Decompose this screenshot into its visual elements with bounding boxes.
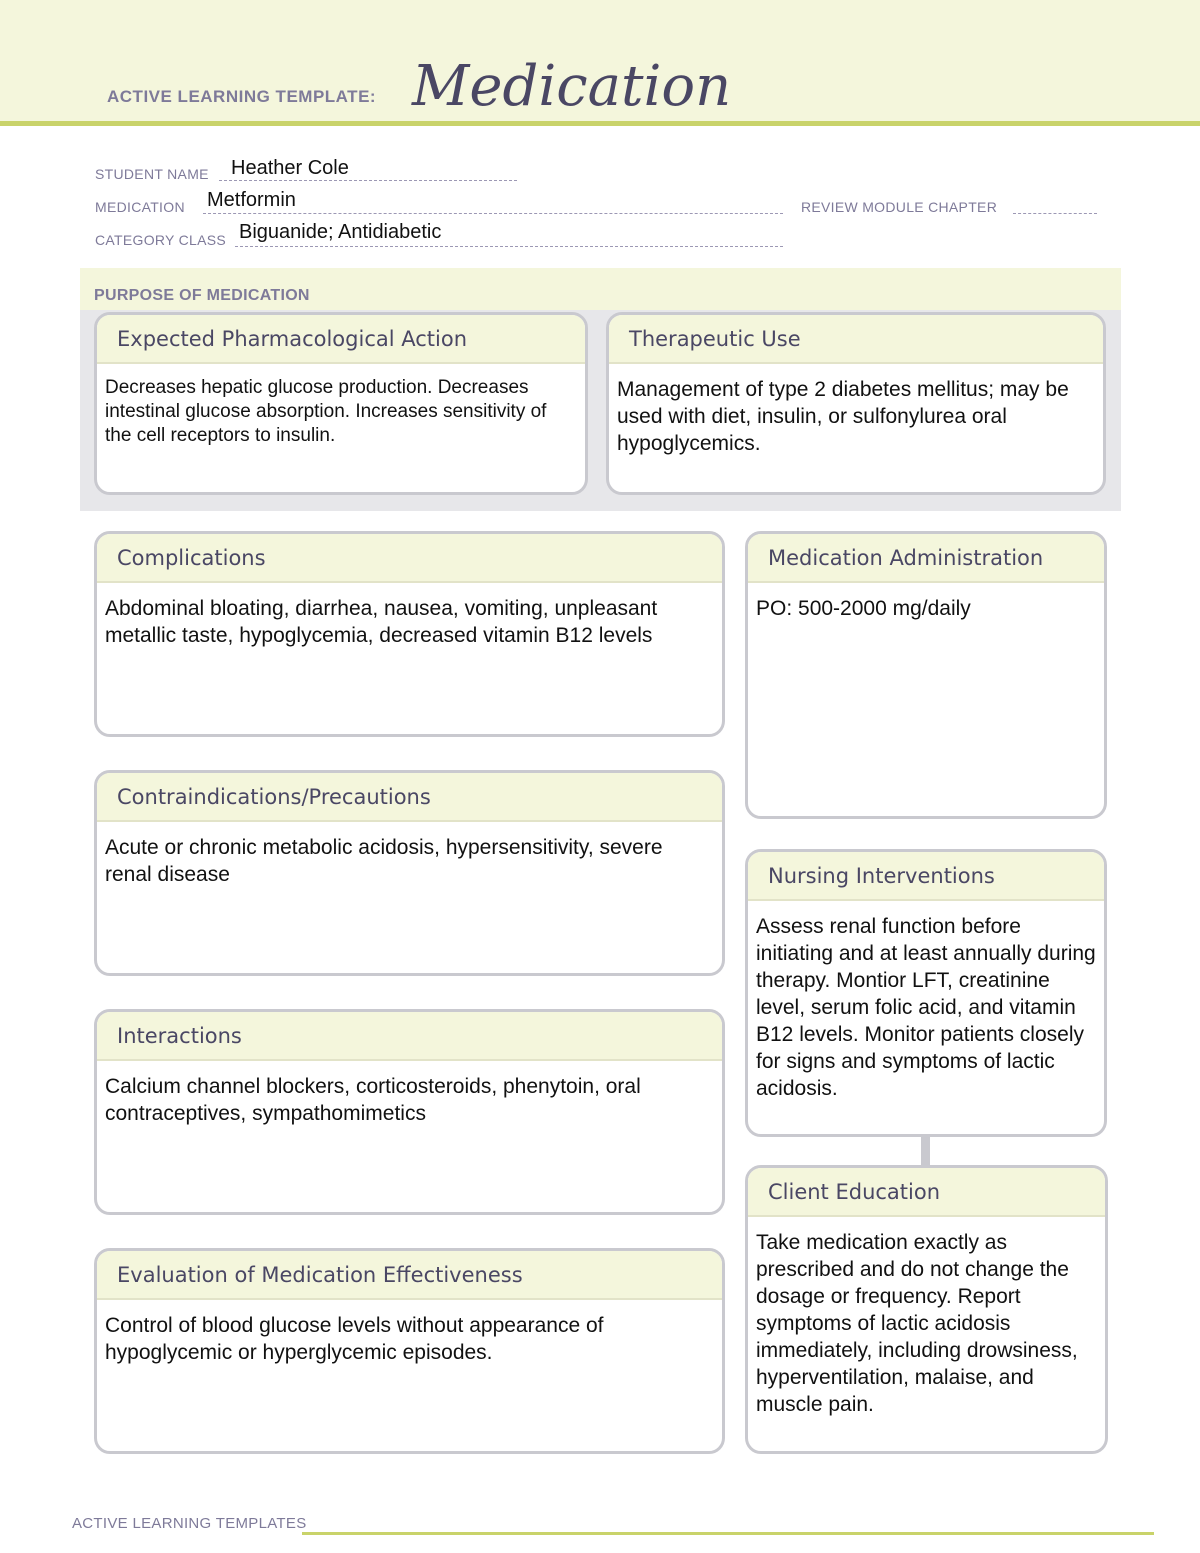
purpose-heading: PURPOSE OF MEDICATION <box>94 287 310 304</box>
evaluation-title: Evaluation of Medication Effectiveness <box>97 1251 722 1300</box>
footer-rule <box>302 1532 1154 1535</box>
category-class-field[interactable]: Biguanide; Antidiabetic <box>239 221 442 243</box>
complications-box <box>94 531 725 737</box>
medication-line <box>203 213 783 214</box>
evaluation-text[interactable]: Control of blood glucose levels without appearance of hypoglycemic or hyperglycemic episodes. <box>105 1314 604 1364</box>
student-name-field[interactable]: Heather Cole <box>231 157 349 179</box>
contraindications-title: Contraindications/Precautions <box>97 773 722 822</box>
client-education-box <box>745 1165 1108 1454</box>
review-module-line <box>1013 213 1097 214</box>
administration-text[interactable]: PO: 500-2000 mg/daily <box>756 597 971 620</box>
interactions-title: Interactions <box>97 1012 722 1061</box>
connector-bar <box>921 1136 930 1166</box>
interactions-box <box>94 1009 725 1215</box>
expected-action-title: Expected Pharmacological Action <box>97 315 585 364</box>
complications-text[interactable]: Abdominal bloating, diarrhea, nausea, vomiting, unpleasant metallic taste, hypoglycemia, decreased vitamin B12 levels <box>105 597 658 647</box>
administration-title: Medication Administration <box>748 534 1104 583</box>
client-education-text[interactable]: Take medication exactly as prescribed and do not change the dosage or frequency. Report symptoms of lactic acidosis immediately, including drowsiness, hyperventilation, malaise, and muscle pain. <box>756 1231 1078 1416</box>
administration-box <box>745 531 1107 819</box>
evaluation-box <box>94 1248 725 1454</box>
student-name-line <box>219 180 517 181</box>
contraindications-text[interactable]: Acute or chronic metabolic acidosis, hypersensitivity, severe renal disease <box>105 836 663 886</box>
client-education-title: Client Education <box>748 1168 1105 1217</box>
nursing-interventions-title: Nursing Interventions <box>748 852 1104 901</box>
interactions-text[interactable]: Calcium channel blockers, corticosteroids, phenytoin, oral contraceptives, sympathomimetics <box>105 1075 641 1125</box>
page-title: Medication <box>412 54 732 119</box>
nursing-interventions-box <box>745 849 1107 1137</box>
medication-field[interactable]: Metformin <box>207 189 296 211</box>
category-class-line <box>235 246 783 247</box>
expected-action-box <box>94 312 588 495</box>
review-module-label: REVIEW MODULE CHAPTER <box>801 199 998 215</box>
student-name-label: STUDENT NAME <box>95 166 209 182</box>
therapeutic-use-box <box>606 312 1106 495</box>
contraindications-box <box>94 770 725 976</box>
template-prefix: ACTIVE LEARNING TEMPLATE: <box>107 87 377 106</box>
therapeutic-use-text[interactable]: Management of type 2 diabetes mellitus; may be used with diet, insulin, or sulfonylurea oral hypoglycemics. <box>617 378 1069 455</box>
footer-label: ACTIVE LEARNING TEMPLATES <box>72 1515 307 1532</box>
medication-label: MEDICATION <box>95 199 185 215</box>
therapeutic-use-title: Therapeutic Use <box>609 315 1103 364</box>
expected-action-text[interactable]: Decreases hepatic glucose production. Decreases intestinal glucose absorption. Increases sensitivity of the cell receptors to insulin. <box>105 377 547 446</box>
header-rule <box>0 121 1200 126</box>
complications-title: Complications <box>97 534 722 583</box>
category-class-label: CATEGORY CLASS <box>95 232 227 248</box>
nursing-interventions-text[interactable]: Assess renal function before initiating and at least annually during therapy. Montior LFT, creatinine level, serum folic acid, and vitamin B12 levels. Monitor patients closely for signs and symptoms of lactic acidosis. <box>756 915 1096 1100</box>
